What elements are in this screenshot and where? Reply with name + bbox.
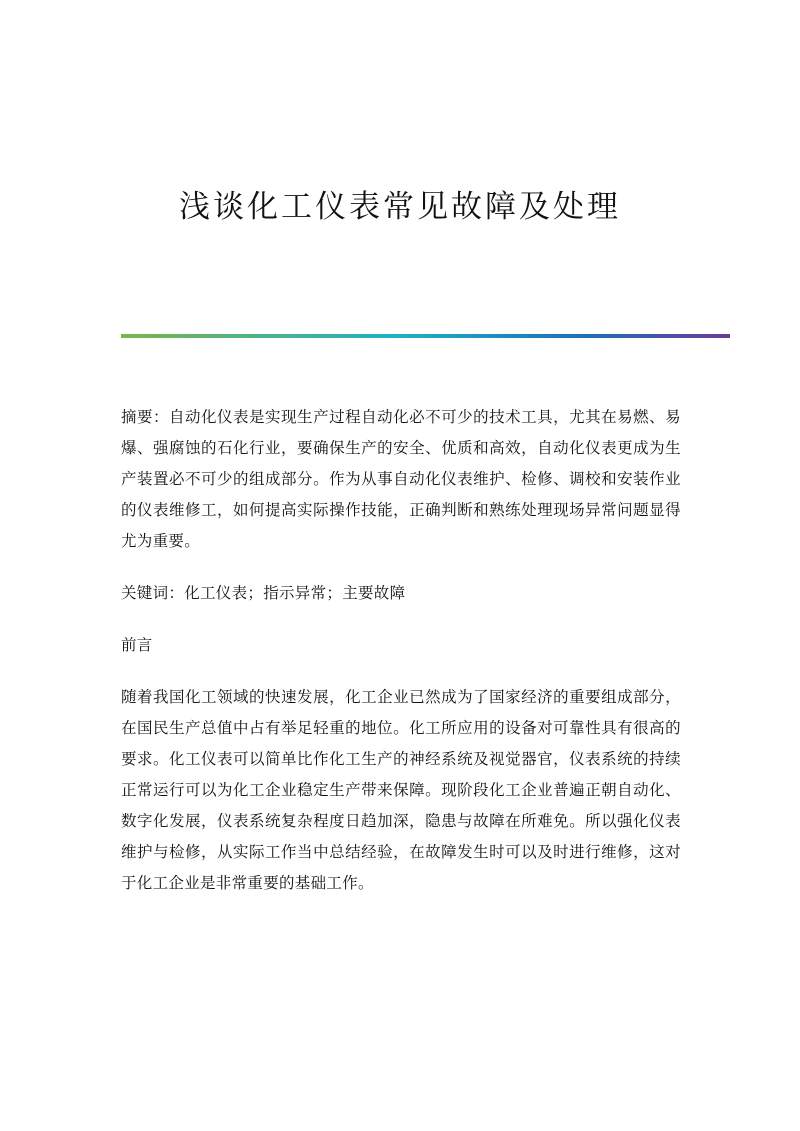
intro-paragraph: 随着我国化工领域的快速发展，化工企业已然成为了国家经济的重要组成部分，在国民生产总值中占有举足轻重的地位。化工所应用的设备对可靠性具有很高的要求。化工仪表可以简单比作化工生产的神经系统及视觉器官，仪表系统的持续正常运行可以为化工企业稳定生产带来保障。现阶段化工企业普遍正朝自动化、数字化发展，仪表系统复杂程度日趋加深，隐患与故障在所难免。所以强化仪表维护与检修，从实际工作当中总结经验，在故障发生时可以及时进行维修，这对于化工企业是非常重要的基础工作。 bbox=[121, 688, 681, 892]
title-divider bbox=[121, 334, 730, 338]
document-body bbox=[121, 402, 681, 920]
intro-heading: 前言 bbox=[121, 636, 153, 654]
document-title: 浅谈化工仪表常见故障及处理 bbox=[179, 189, 621, 225]
keywords-paragraph: 关键词：化工仪表；指示异常；主要故障 bbox=[121, 584, 406, 602]
abstract-paragraph: 摘要：自动化仪表是实现生产过程自动化必不可少的技术工具，尤其在易燃、易爆、强腐蚀的石化行业，要确保生产的安全、优质和高效，自动化仪表更成为生产装置必不可少的组成部分。作为从事自动化仪表维护、检修、调校和安装作业的仪表维修工，如何提高实际操作技能，正确判断和熟练处理现场异常问题显得尤为重要。 bbox=[121, 408, 681, 550]
